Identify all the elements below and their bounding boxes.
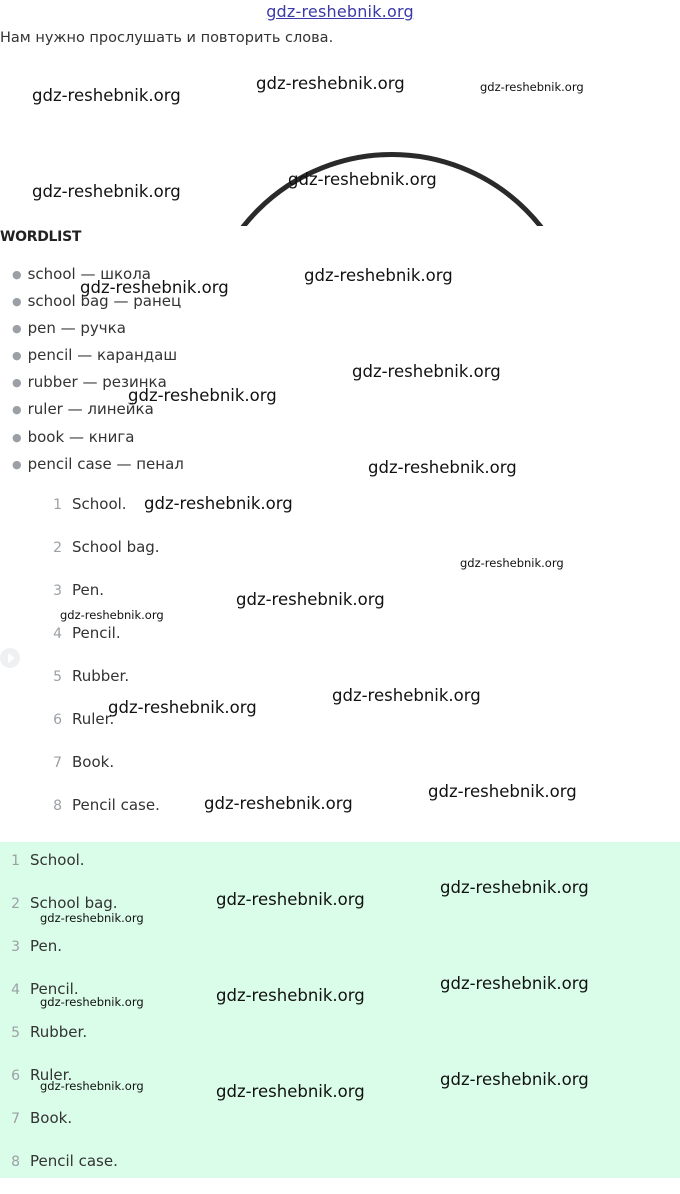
watermark: gdz-reshebnik.org [40,911,144,925]
list-item: 4 Pencil. [11,980,79,998]
bullet-icon: ● [12,295,22,309]
list-item: 1 School. [53,495,127,513]
watermark: gdz-reshebnik.org [440,1070,589,1089]
wordlist-item: ● rubber — резинка [12,373,167,392]
wordlist-item: ● school — школа [12,265,151,283]
watermark: gdz-reshebnik.org [40,995,144,1009]
watermark: gdz-reshebnik.org [204,794,353,813]
watermark: gdz-reshebnik.org [216,986,365,1005]
watermark: gdz-reshebnik.org [216,1082,365,1101]
watermark: gdz-reshebnik.org [332,686,481,705]
list-item: 8 Pencil case. [53,796,160,814]
watermark: gdz-reshebnik.org [304,266,453,285]
wordlist-item: ● pencil case — пенал [12,454,184,473]
watermark: gdz-reshebnik.org [480,80,584,94]
watermark: gdz-reshebnik.org [144,494,293,513]
list-item: 8 Pencil case. [11,1152,118,1170]
bullet-icon: ● [12,322,22,336]
audio-list [44,494,160,838]
bullet-icon: ● [12,457,22,471]
watermark: gdz-reshebnik.org [236,590,385,609]
watermark: gdz-reshebnik.org [32,86,181,105]
watermark: gdz-reshebnik.org [128,386,277,405]
watermark: gdz-reshebnik.org [460,556,564,570]
watermark: gdz-reshebnik.org [216,890,365,909]
wordlist-item: ● pencil — карандаш [12,346,178,365]
watermark: gdz-reshebnik.org [256,74,405,93]
watermark: gdz-reshebnik.org [440,878,589,897]
watermark: gdz-reshebnik.org [108,698,257,717]
list-item: 5 Rubber. [53,667,130,685]
wordlist-item: ● book — книга [12,427,135,446]
wordlist-item: ● ruler — линейка [12,400,154,419]
list-item: 2 School bag. [11,894,118,912]
watermark: gdz-reshebnik.org [80,278,229,297]
list-item: 7 Book. [11,1109,73,1127]
watermark: gdz-reshebnik.org [352,362,501,381]
list-item: 2 School bag. [53,538,160,556]
bullet-icon: ● [12,376,22,390]
watermark: gdz-reshebnik.org [40,1079,144,1093]
wordlist-item: ● pen — ручка [12,319,126,338]
watermark: gdz-reshebnik.org [440,974,589,993]
wordlist-item: ● school bag — ранец [12,292,182,311]
watermark: gdz-reshebnik.org [32,182,181,201]
list-item: 6 Ruler. [11,1066,73,1084]
bullet-icon: ● [12,403,22,417]
answer-list [2,850,118,1194]
bullet-icon: ● [12,430,22,444]
list-item: 3 Pen. [11,937,63,955]
watermark: gdz-reshebnik.org [60,608,164,622]
list-item: 4 Pencil. [53,624,121,642]
list-item: 6 Ruler. [53,710,115,728]
list-item: 3 Pen. [53,581,105,599]
watermark: gdz-reshebnik.org [428,782,577,801]
bullet-icon: ● [12,268,22,281]
list-item: 1 School. [11,851,85,869]
site-link[interactable]: gdz-reshebnik.org [266,2,414,21]
watermark: gdz-reshebnik.org [368,458,517,477]
bullet-icon: ● [12,349,22,363]
wordlist-title: WORDLIST [0,229,82,245]
watermark: gdz-reshebnik.org [288,170,437,189]
instruction-text: Нам нужно прослушать и повторить слова. [0,30,334,46]
list-item: 7 Book. [53,753,115,771]
play-icon[interactable] [0,648,20,668]
list-item: 5 Rubber. [11,1023,88,1041]
